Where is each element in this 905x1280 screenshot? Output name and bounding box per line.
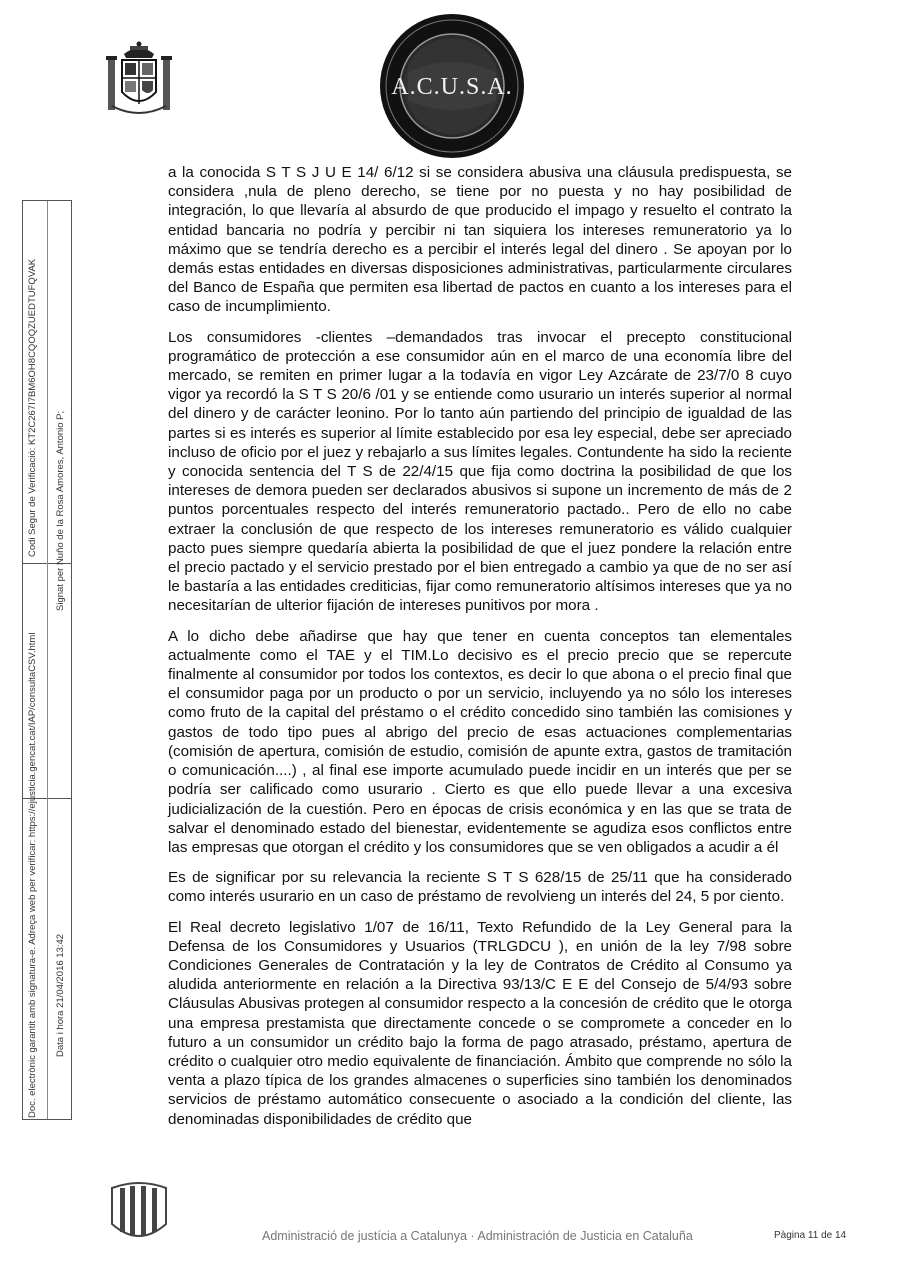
- verification-web-link: Doc. electrònic garantit amb signatura-e. Adreça web per verificar: https://ejusticia.gencat.cat/IAP/consultaCSV.html: [27, 632, 38, 1118]
- verification-code: Codi Segur de Verificació: KT2C267I7BM6OH8CQOQZUEDTUFQVAK: [27, 258, 38, 557]
- generalitat-emblem-icon: [108, 1178, 170, 1246]
- page-number: Pàgina 11 de 14: [774, 1230, 847, 1241]
- signed-by: Signat per Nuño de la Rosa Amores, Antonio P;: [55, 410, 66, 611]
- spain-coat-of-arms-icon: [104, 40, 174, 118]
- verification-sidebar: [22, 200, 72, 1120]
- body-paragraph: El Real decreto legislativo 1/07 de 16/11, Texto Refundido de la Ley General para la Defensa de los Consumidores y Usuarios (TRLGDCU ), en unión de la ley 7/98 sobre Condiciones Generales de Contratación y la ley de Contratos de Crédito al Consumo ya aludida anteriormente en relación a la Directiva 93/13/C E E del Consejo de 5/4/93 sobre Cláusulas Abusivas protegen al consumidor respecto a la concesión de crédito que le otorga una empresa prestamista que directamente concede o se compromete a conceder en lo futuro a un consumidor un crédito bajo la forma de pago atrasado, préstamo, apertura de crédito o cualquier otro medio equivalente de financiación. Ámbito que comprende no sólo la venta a plazo típica de los grandes almacenes o superficies sino también los denominados servicios de préstamo automático consecuente o asociado a la condición del cliente, las denominadas disponibilidades de crédito que: [168, 918, 792, 1128]
- signature-date: Data i hora 21/04/2016 13:42: [55, 933, 66, 1057]
- footer-institution: Administració de justícia a Catalunya · Administración de Justicia en Cataluña: [262, 1229, 693, 1243]
- body-paragraph: a la conocida S T S J U E 14/ 6/12 si se considera abusiva una cláusula predispuesta, se considera ,nula de pleno derecho, se tiene por no puesta y no hay posibilidad de integración, lo que llevaría al absurdo de que producido el impago y resuelto el contrato la entidad bancaria no podría y percibir ni tan siquiera los intereses remuneratorio ya lo máximo que se tendría derecho es a percibir el interés legal del dinero . Se apoyan por lo demás estas entidades en diversas disposiciones administrativas, particularmente circulares del Banco de España que permiten esa libertad de pactos en cuanto a los intereses para el caso de incumplimiento.: [168, 164, 792, 316]
- document-body: [168, 163, 792, 1140]
- body-paragraph: Es de significar por su relevancia la reciente S T S 628/15 de 25/11 que ha considerado como interés usurario en un caso de préstamo de revolvieng un interés del 24, 5 por ciento.: [168, 869, 792, 906]
- body-paragraph: A lo dicho debe añadirse que hay que tener en cuenta conceptos tan elementales actualmente como el TAE y el TIM.Lo decisivo es el precio precio que se repercute finalmente al consumidor por todos los contextos, es decir lo que abona o el precio final que el consumidor paga por un producto o por un servicio, incluyendo ya no sólo los intereses como fruto de la capital del préstamo o el crédito concedido sino también las comisiones y gastos de todo tipo pues al abrigo del precio de esas actuaciones complementarias (comisión de apertura, comisión de estudio, comisión de apunte extra, gastos de tramitación o comunicación....) , al final ese importe acumulado puede incidir en un interés que per se podría ser calificado como usurario . Cierto es que ello puede llevar a una excesiva judicialización de la cuestión. Pero en épocas de crisis económica y en las que se trata de salvar el denominado estado del bienestar, evidentemente se agudiza esos conflictos entre las empresas que otorgan el crédito y los consumidores que se ven obligados a acudir a él: [168, 627, 792, 856]
- acusa-logo: [378, 12, 526, 160]
- logo-text: A.C.U.S.A.: [391, 74, 513, 100]
- body-paragraph: Los consumidores -clientes –demandados tras invocar el precepto constitucional programático de protección a ese consumidor aún en el marco de una economía libre del mercado, se remiten en primer lugar a la todavía en vigor Ley Azcárate de 23/7/0 8 cuyo vigor ya recordó la S T S 20/6 /01 y se entiende como usurario un interés superior al normal del dinero y de carácter leonino. Por lo tanto aún partiendo del principio de igualdad de las partes si es interés es superior al límite establecido por esa ley especial, debe ser apreciado incluso de oficio por el juez y rebajarlo a sus límites legales. Contundente ha sido la reciente y conocida sentencia del T S de 22/4/15 que fija como doctrina la posibilidad de que los intereses de demora pueden ser declarados abusivos si supone un incremento de más de 2 puntos porcentuales respecto del interés remuneratorio pactado.. Pero de ello no cabe extraer la conclusión de que respecto de los intereses remuneratorio es válido cualquier pacto pues siempre quedaría abierta la posibilidad de que el juez pondere la relación entre el precio pactado y el servicio prestado por el bien entregado a cambio ya que de no ser así le bastaría a las entidades crediticias, fijar como remuneratorio altísimos intereses que ya no necesitarían de ulterior fijación de intereses punitivos por mora .: [168, 328, 792, 615]
- sidebar-divider: [47, 201, 48, 1119]
